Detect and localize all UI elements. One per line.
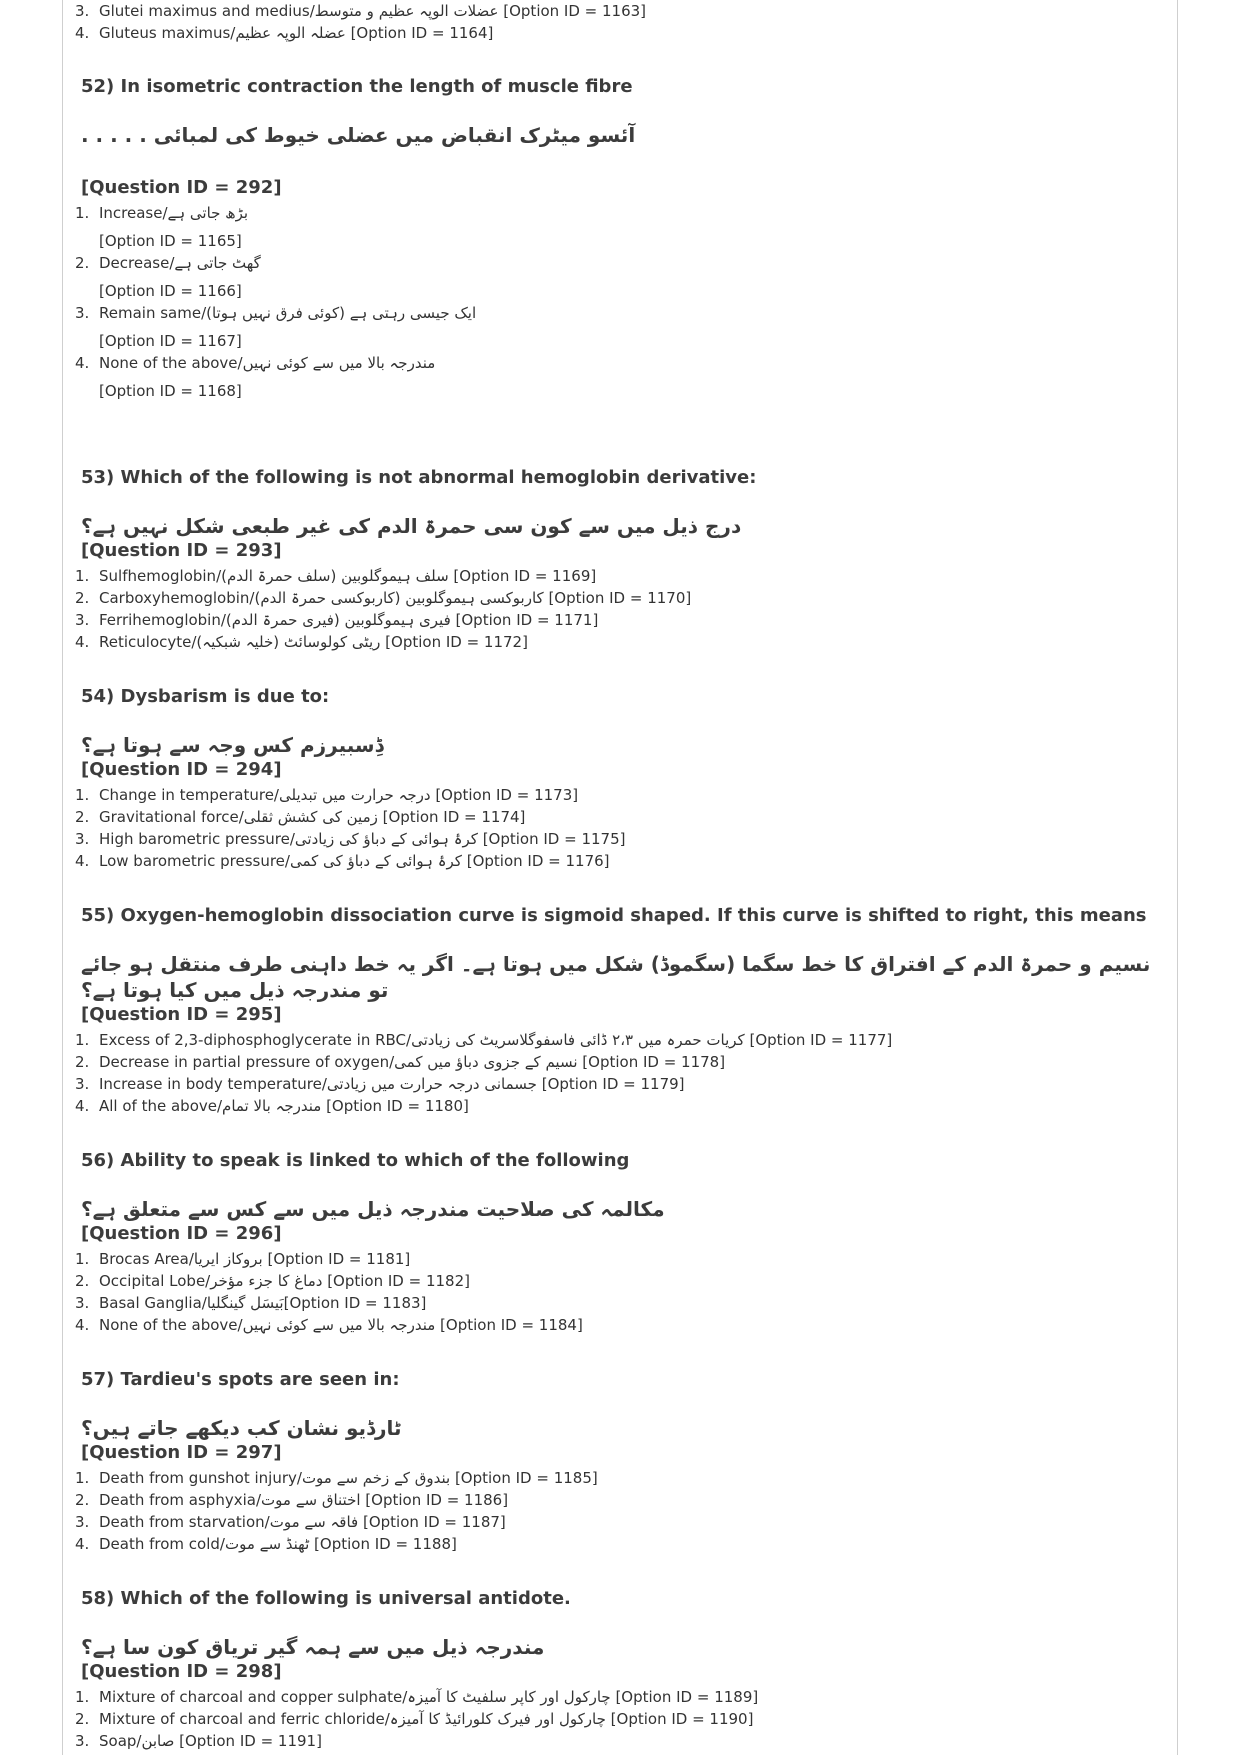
option-number: 1. — [75, 1688, 90, 1706]
option-item — [75, 565, 1165, 587]
option-number: 2. — [75, 1710, 90, 1728]
option-list — [75, 1248, 1165, 1336]
question-urdu: نسیم و حمرۃ الدم کے افتراق کا خط سگما (سگموڈ) شکل میں ہوتا ہے۔ اگر یہ خط داہنی طرف منتقل ہو جائے تو مندرجہ ذیل میں کیا ہوتا ہے؟ — [81, 952, 1151, 1002]
option-item — [75, 587, 1165, 609]
option-text: Gluteus maximus/عضلہ الوپہ عظیم [Option ID = 1164] — [99, 24, 494, 42]
option-text: All of the above/مندرجہ بالا تمام [Option ID = 1180] — [99, 1097, 469, 1115]
option-text: Increase in body temperature/جسمانی درجہ حرارت میں زیادتی [Option ID = 1179] — [99, 1075, 685, 1093]
option-text: Low barometric pressure/کرۂ ہوائی کے دباؤ کی کمی [Option ID = 1176] — [99, 852, 610, 870]
question-title: 58) Which of the following is universal antidote. — [81, 1588, 571, 1609]
option-item — [75, 1686, 1165, 1708]
option-text: Mixture of charcoal and copper sulphate/چارکول اور کاپر سلفیٹ کا آمیزہ [Option ID = 1189] — [99, 1688, 759, 1706]
option-item — [75, 1073, 1165, 1095]
option-item — [75, 1533, 1165, 1555]
option-item — [75, 252, 1165, 274]
option-text: Excess of 2,3-diphosphoglycerate in RBC/کریات حمرہ میں ۲،۳ ڈائی فاسفوگلاسریٹ کی زیادتی [Option ID = 1177] — [99, 1031, 893, 1049]
option-list — [75, 565, 1165, 653]
question-52 — [75, 74, 1165, 402]
option-number: 1. — [75, 1031, 90, 1049]
question-title: 52) In isometric contraction the length of muscle fibre — [81, 76, 633, 97]
option-item — [75, 1730, 1165, 1752]
question-urdu: مندرجہ ذیل میں سے ہمہ گیر تریاق کون سا ہے؟ — [81, 1635, 545, 1659]
option-text: Carboxyhemoglobin/کاربوکسی ہیموگلوبین (کاربوکسی حمرۃ الدم) [Option ID = 1170] — [99, 589, 692, 607]
previous-question-options — [75, 0, 1165, 44]
option-list — [75, 1467, 1165, 1555]
option-list — [75, 1029, 1165, 1117]
option-item — [75, 1489, 1165, 1511]
option-text: Basal Ganglia/بَیسَل گینگلیا[Option ID = 1183] — [99, 1294, 427, 1312]
option-text: Decrease/گھٹ جاتی ہے — [99, 254, 261, 272]
option-id: [Option ID = 1166] — [99, 282, 242, 300]
option-text: Remain same/ایک جیسی رہتی ہے (کوئی فرق نہیں ہوتا) — [99, 304, 477, 322]
option-item — [75, 22, 1165, 44]
question-id: [Question ID = 298] — [81, 1661, 282, 1682]
option-number: 1. — [75, 567, 90, 585]
question-id: [Question ID = 292] — [81, 177, 282, 198]
option-item — [75, 1511, 1165, 1533]
option-text: Gravitational force/زمین کی کشش ثقلی [Option ID = 1174] — [99, 808, 526, 826]
option-list — [75, 202, 1165, 402]
question-id: [Question ID = 293] — [81, 540, 282, 561]
option-text: Mixture of charcoal and ferric chloride/چارکول اور فیرک کلورائیڈ کا آمیزہ [Option ID = 1190] — [99, 1710, 754, 1728]
option-text: Occipital Lobe/دماغ کا جزء مؤخر [Option ID = 1182] — [99, 1272, 470, 1290]
option-text: Ferrihemoglobin/فیری ہیموگلوبین (فیری حمرۃ الدم) [Option ID = 1171] — [99, 611, 599, 629]
option-text: Brocas Area/بروکاز ایریا [Option ID = 1181] — [99, 1250, 411, 1268]
option-number: 1. — [75, 786, 90, 804]
option-item — [75, 784, 1165, 806]
option-number: 2. — [75, 808, 90, 826]
option-text: Sulfhemoglobin/سلف ہیموگلوبین (سلف حمرۃ الدم) [Option ID = 1169] — [99, 567, 597, 585]
option-number: 2. — [75, 1491, 90, 1509]
question-54 — [75, 684, 1165, 872]
option-item — [75, 1292, 1165, 1314]
option-number: 4. — [75, 1097, 90, 1115]
option-number: 2. — [75, 589, 90, 607]
question-urdu: ٹارڈیو نشان کب دیکھے جاتے ہیں؟ — [81, 1416, 402, 1440]
option-number: 3. — [75, 304, 90, 322]
option-number: 4. — [75, 24, 90, 42]
option-text: Increase/بڑھ جاتی ہے — [99, 204, 249, 222]
question-title: 53) Which of the following is not abnormal hemoglobin derivative: — [81, 467, 757, 488]
option-number: 4. — [75, 1316, 90, 1334]
option-text: Change in temperature/درجہ حرارت میں تبدیلی [Option ID = 1173] — [99, 786, 579, 804]
option-number: 4. — [75, 1535, 90, 1553]
option-text: Death from gunshot injury/بندوق کے زخم سے موت [Option ID = 1185] — [99, 1469, 598, 1487]
question-paper-page — [62, 0, 1178, 1755]
option-item — [75, 1029, 1165, 1051]
option-number: 1. — [75, 1469, 90, 1487]
question-id: [Question ID = 296] — [81, 1223, 282, 1244]
option-text: None of the above/مندرجہ بالا میں سے کوئی نہیں — [99, 354, 436, 372]
option-item — [75, 352, 1165, 374]
question-id: [Question ID = 295] — [81, 1004, 282, 1025]
option-text: Decrease in partial pressure of oxygen/نسیم کے جزوی دباؤ میں کمی [Option ID = 1178] — [99, 1053, 726, 1071]
option-text: Soap/صابن [Option ID = 1191] — [99, 1732, 322, 1750]
option-number: 3. — [75, 1075, 90, 1093]
option-number: 4. — [75, 852, 90, 870]
question-title: 56) Ability to speak is linked to which of the following — [81, 1150, 630, 1171]
option-text: Glutei maximus and medius/عضلات الوپہ عظیم و متوسط [Option ID = 1163] — [99, 2, 647, 20]
option-item — [75, 609, 1165, 631]
option-number: 3. — [75, 2, 90, 20]
question-id: [Question ID = 294] — [81, 759, 282, 780]
option-item — [75, 302, 1165, 324]
question-urdu: ڈِسبیرزم کس وجہ سے ہوتا ہے؟ — [81, 733, 384, 757]
question-urdu: درج ذیل میں سے کون سی حمرۃ الدم کی غیر طبعی شکل نہیں ہے؟ — [81, 514, 742, 538]
option-item — [75, 202, 1165, 224]
option-item — [75, 1314, 1165, 1336]
option-id: [Option ID = 1168] — [99, 382, 242, 400]
question-title: 54) Dysbarism is due to: — [81, 686, 330, 707]
option-number: 1. — [75, 1250, 90, 1268]
question-55 — [75, 903, 1165, 1117]
question-urdu: مکالمہ کی صلاحیت مندرجہ ذیل میں سے کس سے متعلق ہے؟ — [81, 1197, 665, 1221]
option-number: 2. — [75, 254, 90, 272]
option-text: High barometric pressure/کرۂ ہوائی کے دباؤ کی زیادتی [Option ID = 1175] — [99, 830, 626, 848]
question-title: 57) Tardieu's spots are seen in: — [81, 1369, 400, 1390]
option-item — [75, 1051, 1165, 1073]
option-id: [Option ID = 1167] — [99, 332, 242, 350]
option-number: 3. — [75, 830, 90, 848]
option-item — [75, 1708, 1165, 1730]
option-text: Death from cold/ٹھنڈ سے موت [Option ID = 1188] — [99, 1535, 457, 1553]
option-number: 4. — [75, 633, 90, 651]
option-list — [75, 1686, 1165, 1752]
question-56 — [75, 1148, 1165, 1336]
option-text: None of the above/مندرجہ بالا میں سے کوئی نہیں [Option ID = 1184] — [99, 1316, 583, 1334]
option-text: Death from starvation/فاقہ سے موت [Option ID = 1187] — [99, 1513, 506, 1531]
option-text: Death from asphyxia/اختناق سے موت [Option ID = 1186] — [99, 1491, 509, 1509]
option-item — [75, 0, 1165, 22]
question-53 — [75, 465, 1165, 653]
option-item — [75, 1270, 1165, 1292]
option-number: 1. — [75, 204, 90, 222]
option-item — [75, 828, 1165, 850]
option-number: 2. — [75, 1272, 90, 1290]
question-58 — [75, 1586, 1165, 1752]
question-title: 55) Oxygen-hemoglobin dissociation curve is sigmoid shaped. If this curve is shifted to right, this means — [81, 905, 1147, 926]
option-item — [75, 1467, 1165, 1489]
option-item — [75, 631, 1165, 653]
question-urdu: آئسو میٹرک انقباض میں عضلی خیوط کی لمبائی . . . . . — [81, 123, 636, 147]
option-number: 2. — [75, 1053, 90, 1071]
option-item — [75, 850, 1165, 872]
option-item — [75, 806, 1165, 828]
option-list — [75, 784, 1165, 872]
question-57 — [75, 1367, 1165, 1555]
option-id: [Option ID = 1165] — [99, 232, 242, 250]
option-item — [75, 1248, 1165, 1270]
option-number: 3. — [75, 1513, 90, 1531]
option-number: 4. — [75, 354, 90, 372]
question-id: [Question ID = 297] — [81, 1442, 282, 1463]
option-number: 3. — [75, 1732, 90, 1750]
option-item — [75, 1095, 1165, 1117]
option-number: 3. — [75, 611, 90, 629]
option-text: Reticulocyte/ریٹی کولوسائٹ (خلیہ شبکیہ) [Option ID = 1172] — [99, 633, 528, 651]
option-number: 3. — [75, 1294, 90, 1312]
